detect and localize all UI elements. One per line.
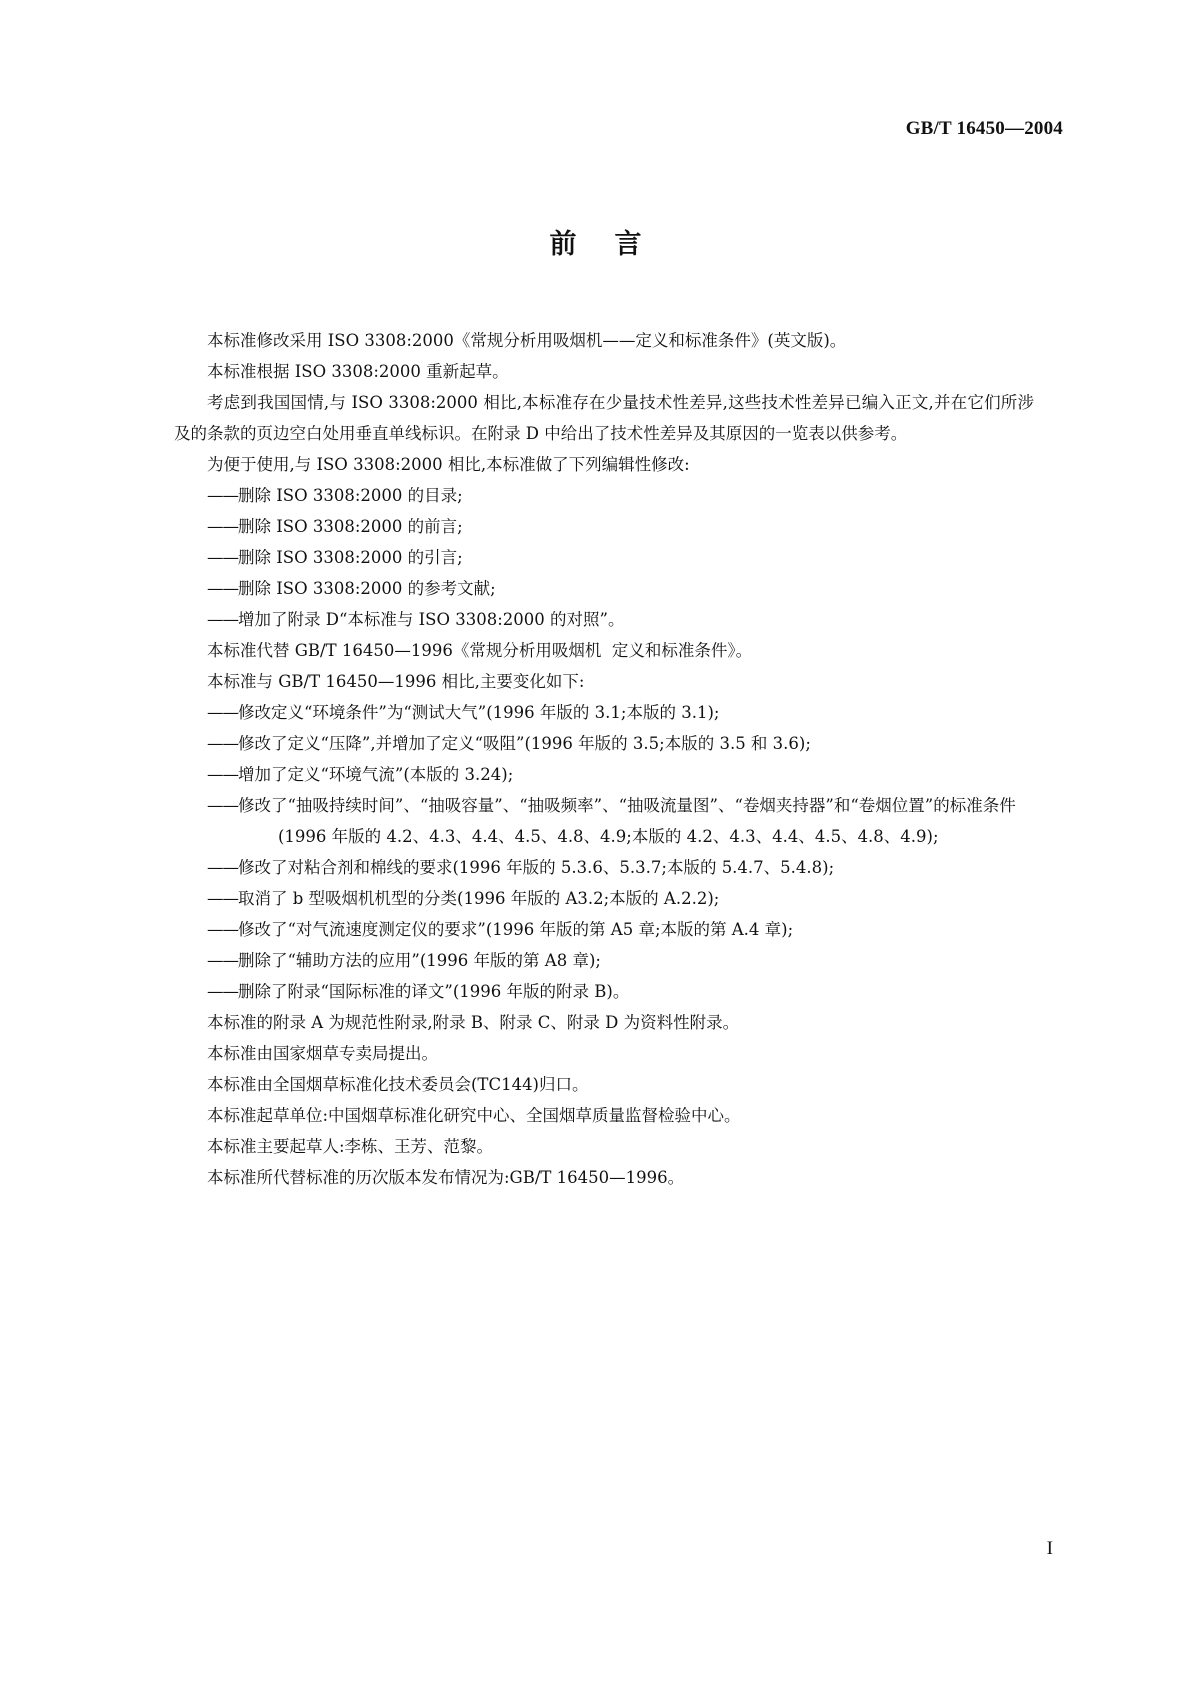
list-item-text: 删除 ISO 3308:2000 的参考文献;: [238, 579, 496, 598]
list-item: [174, 945, 1034, 976]
list-item: [174, 604, 1034, 635]
standard-number: GB/T 16450—2004: [905, 118, 1063, 139]
main-changes-list: [174, 697, 1034, 1007]
list-item-text: 修改了定义“压降”,并增加了定义“吸阻”(1996 年版的 3.5;本版的 3.5 和 3.6);: [238, 734, 811, 753]
paragraph: 为便于使用,与 ISO 3308:2000 相比,本标准做了下列编辑性修改:: [207, 455, 690, 474]
list-item: [174, 697, 1034, 728]
list-item: [174, 883, 1034, 914]
paragraph: 本标准修改采用 ISO 3308:2000《常规分析用吸烟机——定义和标准条件》(英文版)。: [207, 331, 847, 350]
dash-marker: ——: [207, 765, 238, 784]
paragraph: 本标准由国家烟草专卖局提出。: [207, 1044, 438, 1063]
list-item-text: 修改了“抽吸持续时间”、“抽吸容量”、“抽吸频率”、“抽吸流量图”、“卷烟夹持器”和“卷烟位置”的标准条件(1996 年版的 4.2、4.3、4.4、4.5、4.8、4.9;本版的 4.2、4.3、4.4、4.5、4.8、4.9);: [238, 796, 1016, 846]
list-item: [174, 790, 1034, 852]
dash-marker: ——: [207, 982, 238, 1001]
dash-marker: ——: [207, 610, 238, 629]
dash-marker: ——: [207, 920, 238, 939]
list-item-text: 删除 ISO 3308:2000 的引言;: [238, 548, 463, 567]
dash-marker: ——: [207, 951, 238, 970]
dash-marker: ——: [207, 703, 238, 722]
dash-marker: ——: [207, 889, 238, 908]
list-item: [174, 728, 1034, 759]
list-item: [174, 976, 1034, 1007]
dash-marker: ——: [207, 734, 238, 753]
paragraph: 本标准与 GB/T 16450—1996 相比,主要变化如下:: [207, 672, 585, 691]
list-item: [174, 480, 1034, 511]
paragraph: 本标准代替 GB/T 16450—1996《常规分析用吸烟机 定义和标准条件》。: [207, 641, 753, 660]
page-title: 前言: [549, 229, 680, 260]
dash-marker: ——: [207, 579, 238, 598]
paragraph: 本标准所代替标准的历次版本发布情况为:GB/T 16450—1996。: [207, 1168, 685, 1187]
dash-marker: ——: [207, 548, 238, 567]
list-item-text: 取消了 b 型吸烟机机型的分类(1996 年版的 A3.2;本版的 A.2.2);: [238, 889, 720, 908]
paragraph: 本标准的附录 A 为规范性附录,附录 B、附录 C、附录 D 为资料性附录。: [207, 1013, 740, 1032]
page-number: I: [1046, 1538, 1053, 1559]
list-item: [174, 511, 1034, 542]
paragraph: 本标准主要起草人:李栋、王芳、范黎。: [207, 1137, 494, 1156]
list-item: [174, 914, 1034, 945]
paragraph: 本标准由全国烟草标准化技术委员会(TC144)归口。: [207, 1075, 589, 1094]
list-item-text: 删除了“辅助方法的应用”(1996 年版的第 A8 章);: [238, 951, 601, 970]
dash-marker: ——: [207, 858, 238, 877]
dash-marker: ——: [207, 517, 238, 536]
list-item-text: 修改了“对气流速度测定仪的要求”(1996 年版的第 A5 章;本版的第 A.4 章);: [238, 920, 794, 939]
list-item-text: 修改定义“环境条件”为“测试大气”(1996 年版的 3.1;本版的 3.1);: [238, 703, 720, 722]
list-item-text: 增加了定义“环境气流”(本版的 3.24);: [238, 765, 514, 784]
list-item-text: 删除 ISO 3308:2000 的目录;: [238, 486, 463, 505]
dash-marker: ——: [207, 796, 238, 815]
list-item-text: 删除 ISO 3308:2000 的前言;: [238, 517, 463, 536]
list-item: [174, 573, 1034, 604]
list-item-text: 增加了附录 D“本标准与 ISO 3308:2000 的对照”。: [238, 610, 625, 629]
list-item: [174, 852, 1034, 883]
dash-marker: ——: [207, 486, 238, 505]
paragraph: 本标准起草单位:中国烟草标准化研究中心、全国烟草质量监督检验中心。: [207, 1106, 741, 1125]
foreword-body: [174, 325, 1034, 1193]
editorial-changes-list: [174, 480, 1034, 635]
list-item: [174, 542, 1034, 573]
paragraph: 本标准根据 ISO 3308:2000 重新起草。: [207, 362, 509, 381]
list-item-text: 修改了对粘合剂和棉线的要求(1996 年版的 5.3.6、5.3.7;本版的 5.4.7、5.4.8);: [238, 858, 835, 877]
list-item: [174, 759, 1034, 790]
list-item-text: 删除了附录“国际标准的译文”(1996 年版的附录 B)。: [238, 982, 630, 1001]
paragraph: 考虑到我国国情,与 ISO 3308:2000 相比,本标准存在少量技术性差异,这些技术性差异已编入正文,并在它们所涉及的条款的页边空白处用垂直单线标识。在附录 D 中给出了技术性差异及其原因的一览表以供参考。: [174, 393, 1034, 443]
